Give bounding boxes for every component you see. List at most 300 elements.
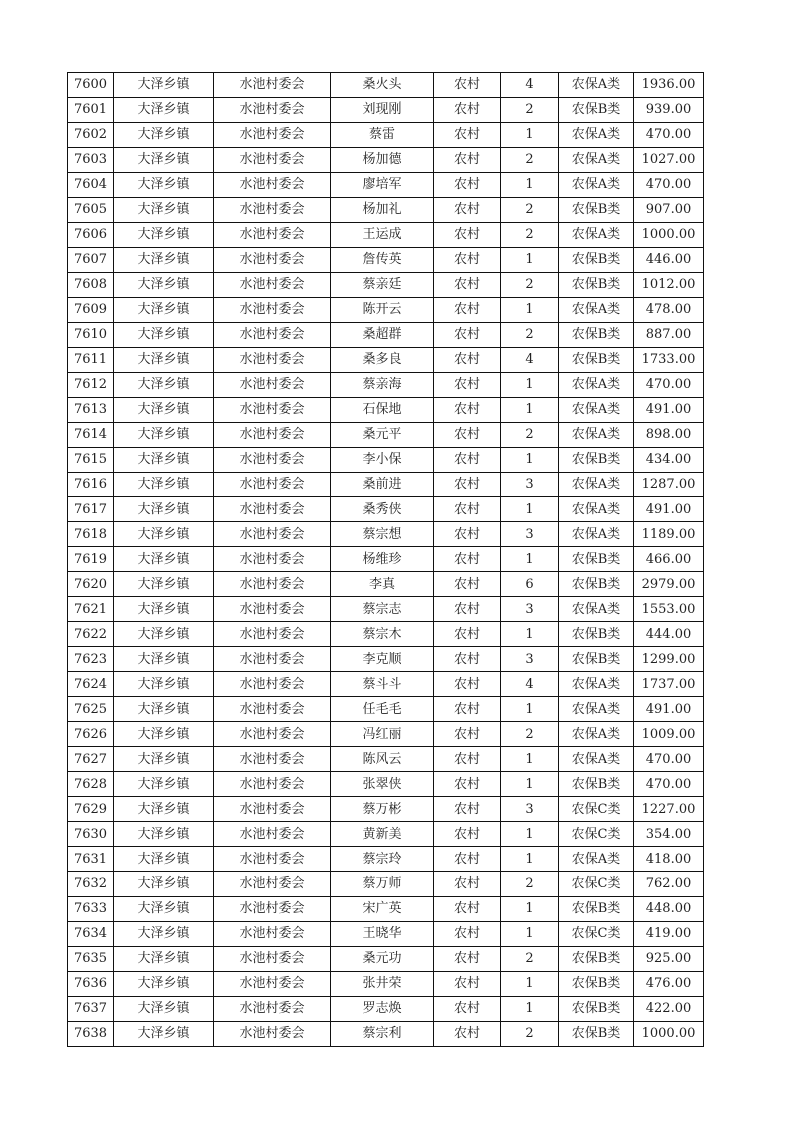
cell-name: 冯红丽 [331,722,434,747]
cell-area: 农村 [434,147,501,172]
cell-town: 大泽乡镇 [114,497,214,522]
table-row [68,422,704,447]
cell-amount: 444.00 [634,622,704,647]
cell-village: 水池村委会 [214,647,331,672]
cell-category: 农保B类 [559,197,634,222]
cell-village: 水池村委会 [214,372,331,397]
table-row [68,1021,704,1046]
cell-amount: 478.00 [634,297,704,322]
cell-id: 7616 [68,472,114,497]
cell-name: 桑元平 [331,422,434,447]
cell-village: 水池村委会 [214,172,331,197]
cell-id: 7607 [68,247,114,272]
cell-category: 农保A类 [559,172,634,197]
table-row [68,896,704,921]
cell-name: 杨维珍 [331,547,434,572]
cell-name: 李克顺 [331,647,434,672]
table-row [68,772,704,797]
cell-town: 大泽乡镇 [114,347,214,372]
cell-area: 农村 [434,772,501,797]
cell-members: 1 [501,547,559,572]
cell-name: 任毛毛 [331,697,434,722]
cell-amount: 491.00 [634,397,704,422]
cell-members: 3 [501,522,559,547]
cell-category: 农保A类 [559,122,634,147]
cell-amount: 1733.00 [634,347,704,372]
cell-village: 水池村委会 [214,222,331,247]
table-row [68,122,704,147]
cell-area: 农村 [434,847,501,872]
cell-town: 大泽乡镇 [114,1021,214,1046]
cell-id: 7628 [68,772,114,797]
cell-category: 农保A类 [559,222,634,247]
cell-name: 石保地 [331,397,434,422]
cell-town: 大泽乡镇 [114,73,214,98]
cell-amount: 470.00 [634,772,704,797]
cell-id: 7627 [68,747,114,772]
cell-name: 罗志焕 [331,996,434,1021]
cell-amount: 446.00 [634,247,704,272]
cell-name: 黄新美 [331,822,434,847]
cell-category: 农保B类 [559,946,634,971]
cell-id: 7631 [68,847,114,872]
cell-village: 水池村委会 [214,197,331,222]
cell-id: 7621 [68,597,114,622]
cell-name: 宋广英 [331,896,434,921]
table-row [68,372,704,397]
cell-area: 农村 [434,747,501,772]
cell-area: 农村 [434,97,501,122]
cell-amount: 1000.00 [634,222,704,247]
cell-amount: 762.00 [634,872,704,897]
cell-area: 农村 [434,472,501,497]
cell-category: 农保A类 [559,372,634,397]
cell-town: 大泽乡镇 [114,572,214,597]
cell-area: 农村 [434,247,501,272]
cell-area: 农村 [434,397,501,422]
cell-members: 2 [501,1021,559,1046]
cell-name: 李真 [331,572,434,597]
cell-village: 水池村委会 [214,697,331,722]
cell-town: 大泽乡镇 [114,921,214,946]
cell-village: 水池村委会 [214,73,331,98]
cell-category: 农保A类 [559,847,634,872]
cell-village: 水池村委会 [214,447,331,472]
cell-area: 农村 [434,497,501,522]
cell-area: 农村 [434,122,501,147]
cell-town: 大泽乡镇 [114,622,214,647]
cell-name: 张井荣 [331,971,434,996]
table-row [68,73,704,98]
cell-area: 农村 [434,572,501,597]
cell-category: 农保A类 [559,747,634,772]
cell-name: 刘现刚 [331,97,434,122]
cell-town: 大泽乡镇 [114,397,214,422]
cell-id: 7632 [68,872,114,897]
cell-area: 农村 [434,971,501,996]
cell-town: 大泽乡镇 [114,747,214,772]
table-row [68,672,704,697]
cell-village: 水池村委会 [214,597,331,622]
cell-name: 陈风云 [331,747,434,772]
cell-amount: 419.00 [634,921,704,946]
cell-name: 蔡雷 [331,122,434,147]
cell-town: 大泽乡镇 [114,297,214,322]
cell-area: 农村 [434,272,501,297]
cell-members: 4 [501,347,559,372]
cell-category: 农保B类 [559,347,634,372]
cell-id: 7611 [68,347,114,372]
cell-members: 1 [501,297,559,322]
cell-area: 农村 [434,522,501,547]
cell-town: 大泽乡镇 [114,847,214,872]
cell-town: 大泽乡镇 [114,447,214,472]
cell-amount: 1027.00 [634,147,704,172]
cell-id: 7604 [68,172,114,197]
cell-id: 7602 [68,122,114,147]
cell-category: 农保B类 [559,247,634,272]
beneficiary-table [67,72,704,1047]
cell-members: 1 [501,247,559,272]
cell-village: 水池村委会 [214,347,331,372]
cell-category: 农保C类 [559,921,634,946]
cell-members: 3 [501,647,559,672]
cell-id: 7638 [68,1021,114,1046]
cell-name: 蔡亲海 [331,372,434,397]
cell-area: 农村 [434,447,501,472]
cell-members: 3 [501,597,559,622]
cell-town: 大泽乡镇 [114,322,214,347]
cell-town: 大泽乡镇 [114,697,214,722]
cell-id: 7600 [68,73,114,98]
cell-town: 大泽乡镇 [114,422,214,447]
cell-id: 7618 [68,522,114,547]
cell-village: 水池村委会 [214,97,331,122]
cell-name: 蔡宗想 [331,522,434,547]
table-row [68,996,704,1021]
cell-village: 水池村委会 [214,996,331,1021]
table-row [68,172,704,197]
cell-amount: 1012.00 [634,272,704,297]
cell-amount: 418.00 [634,847,704,872]
cell-members: 1 [501,697,559,722]
cell-name: 王运成 [331,222,434,247]
cell-town: 大泽乡镇 [114,872,214,897]
cell-town: 大泽乡镇 [114,172,214,197]
cell-name: 桑元功 [331,946,434,971]
cell-town: 大泽乡镇 [114,547,214,572]
cell-village: 水池村委会 [214,547,331,572]
cell-amount: 466.00 [634,547,704,572]
cell-name: 蔡万师 [331,872,434,897]
table-row [68,97,704,122]
cell-category: 农保A类 [559,722,634,747]
cell-name: 蔡宗利 [331,1021,434,1046]
cell-amount: 2979.00 [634,572,704,597]
table-body [68,73,704,1047]
cell-category: 农保A类 [559,697,634,722]
cell-category: 农保A类 [559,422,634,447]
table-row [68,397,704,422]
cell-members: 1 [501,172,559,197]
cell-id: 7622 [68,622,114,647]
cell-category: 农保A类 [559,147,634,172]
cell-members: 2 [501,147,559,172]
cell-members: 1 [501,772,559,797]
cell-village: 水池村委会 [214,672,331,697]
cell-area: 农村 [434,422,501,447]
cell-id: 7633 [68,896,114,921]
cell-category: 农保B类 [559,971,634,996]
cell-name: 桑多良 [331,347,434,372]
table-row [68,297,704,322]
cell-area: 农村 [434,722,501,747]
table-row [68,197,704,222]
cell-name: 李小保 [331,447,434,472]
cell-amount: 491.00 [634,497,704,522]
cell-id: 7635 [68,946,114,971]
cell-amount: 907.00 [634,197,704,222]
table-row [68,921,704,946]
cell-category: 农保B类 [559,272,634,297]
cell-id: 7624 [68,672,114,697]
cell-amount: 1009.00 [634,722,704,747]
cell-village: 水池村委会 [214,147,331,172]
cell-members: 2 [501,722,559,747]
cell-area: 农村 [434,822,501,847]
table-row [68,572,704,597]
cell-area: 农村 [434,73,501,98]
cell-members: 1 [501,372,559,397]
table-row [68,747,704,772]
cell-area: 农村 [434,921,501,946]
cell-village: 水池村委会 [214,322,331,347]
cell-village: 水池村委会 [214,122,331,147]
cell-amount: 1553.00 [634,597,704,622]
cell-area: 农村 [434,347,501,372]
cell-members: 2 [501,222,559,247]
cell-id: 7608 [68,272,114,297]
cell-amount: 476.00 [634,971,704,996]
cell-members: 2 [501,97,559,122]
cell-id: 7629 [68,797,114,822]
cell-id: 7617 [68,497,114,522]
cell-village: 水池村委会 [214,722,331,747]
cell-town: 大泽乡镇 [114,722,214,747]
cell-name: 陈开云 [331,297,434,322]
cell-area: 农村 [434,647,501,672]
table-row [68,797,704,822]
cell-village: 水池村委会 [214,747,331,772]
table-row [68,971,704,996]
cell-town: 大泽乡镇 [114,797,214,822]
table-row [68,472,704,497]
cell-name: 桑秀侠 [331,497,434,522]
table-row [68,322,704,347]
cell-amount: 1227.00 [634,797,704,822]
cell-id: 7619 [68,547,114,572]
cell-village: 水池村委会 [214,522,331,547]
cell-village: 水池村委会 [214,497,331,522]
cell-village: 水池村委会 [214,397,331,422]
cell-amount: 1737.00 [634,672,704,697]
cell-name: 蔡宗玲 [331,847,434,872]
cell-area: 农村 [434,597,501,622]
cell-id: 7601 [68,97,114,122]
cell-category: 农保B类 [559,322,634,347]
cell-area: 农村 [434,1021,501,1046]
cell-town: 大泽乡镇 [114,247,214,272]
cell-village: 水池村委会 [214,247,331,272]
cell-name: 詹传英 [331,247,434,272]
cell-members: 1 [501,921,559,946]
cell-village: 水池村委会 [214,1021,331,1046]
cell-id: 7615 [68,447,114,472]
cell-id: 7606 [68,222,114,247]
table-row [68,847,704,872]
cell-category: 农保B类 [559,97,634,122]
table-row [68,647,704,672]
cell-amount: 434.00 [634,447,704,472]
cell-amount: 1287.00 [634,472,704,497]
cell-town: 大泽乡镇 [114,597,214,622]
cell-members: 2 [501,946,559,971]
cell-town: 大泽乡镇 [114,522,214,547]
cell-name: 桑超群 [331,322,434,347]
cell-name: 蔡宗木 [331,622,434,647]
cell-members: 1 [501,996,559,1021]
cell-name: 蔡万彬 [331,797,434,822]
table-row [68,622,704,647]
cell-area: 农村 [434,672,501,697]
cell-members: 4 [501,672,559,697]
cell-area: 农村 [434,197,501,222]
cell-village: 水池村委会 [214,572,331,597]
cell-amount: 470.00 [634,372,704,397]
cell-category: 农保B类 [559,896,634,921]
cell-name: 杨加礼 [331,197,434,222]
cell-town: 大泽乡镇 [114,222,214,247]
table-row [68,497,704,522]
cell-members: 1 [501,896,559,921]
cell-area: 农村 [434,322,501,347]
table-row [68,247,704,272]
cell-amount: 1299.00 [634,647,704,672]
cell-town: 大泽乡镇 [114,896,214,921]
cell-area: 农村 [434,222,501,247]
table-row [68,272,704,297]
cell-village: 水池村委会 [214,622,331,647]
cell-amount: 1000.00 [634,1021,704,1046]
cell-members: 4 [501,73,559,98]
cell-members: 2 [501,322,559,347]
cell-members: 2 [501,197,559,222]
table-row [68,222,704,247]
cell-members: 1 [501,622,559,647]
table-row [68,147,704,172]
cell-category: 农保C类 [559,797,634,822]
table-row [68,822,704,847]
cell-town: 大泽乡镇 [114,946,214,971]
cell-members: 1 [501,497,559,522]
cell-village: 水池村委会 [214,797,331,822]
cell-amount: 939.00 [634,97,704,122]
cell-village: 水池村委会 [214,896,331,921]
cell-category: 农保B类 [559,996,634,1021]
cell-village: 水池村委会 [214,921,331,946]
cell-members: 2 [501,422,559,447]
cell-members: 1 [501,122,559,147]
cell-town: 大泽乡镇 [114,971,214,996]
cell-town: 大泽乡镇 [114,372,214,397]
cell-category: 农保A类 [559,522,634,547]
table-row [68,522,704,547]
cell-village: 水池村委会 [214,872,331,897]
cell-area: 农村 [434,996,501,1021]
cell-name: 蔡亲廷 [331,272,434,297]
cell-name: 桑火头 [331,73,434,98]
cell-name: 杨加德 [331,147,434,172]
cell-category: 农保A类 [559,497,634,522]
cell-town: 大泽乡镇 [114,147,214,172]
cell-village: 水池村委会 [214,272,331,297]
cell-area: 农村 [434,872,501,897]
cell-village: 水池村委会 [214,772,331,797]
cell-category: 农保A类 [559,397,634,422]
cell-category: 农保B类 [559,647,634,672]
cell-id: 7625 [68,697,114,722]
cell-amount: 354.00 [634,822,704,847]
cell-id: 7605 [68,197,114,222]
cell-id: 7613 [68,397,114,422]
cell-town: 大泽乡镇 [114,97,214,122]
cell-category: 农保B类 [559,622,634,647]
cell-id: 7626 [68,722,114,747]
cell-town: 大泽乡镇 [114,996,214,1021]
cell-name: 蔡宗志 [331,597,434,622]
cell-category: 农保A类 [559,73,634,98]
table-row [68,722,704,747]
cell-name: 廖培军 [331,172,434,197]
cell-category: 农保B类 [559,447,634,472]
cell-id: 7630 [68,822,114,847]
cell-town: 大泽乡镇 [114,197,214,222]
cell-id: 7636 [68,971,114,996]
cell-village: 水池村委会 [214,422,331,447]
cell-village: 水池村委会 [214,822,331,847]
cell-category: 农保B类 [559,1021,634,1046]
cell-members: 1 [501,747,559,772]
table-row [68,597,704,622]
cell-amount: 1189.00 [634,522,704,547]
cell-category: 农保A类 [559,672,634,697]
table-row [68,347,704,372]
cell-category: 农保B类 [559,547,634,572]
cell-name: 蔡斗斗 [331,672,434,697]
table-row [68,946,704,971]
cell-members: 3 [501,797,559,822]
cell-category: 农保B类 [559,572,634,597]
cell-area: 农村 [434,547,501,572]
cell-id: 7603 [68,147,114,172]
cell-area: 农村 [434,896,501,921]
cell-id: 7610 [68,322,114,347]
cell-amount: 470.00 [634,122,704,147]
cell-category: 农保B类 [559,772,634,797]
table-row [68,697,704,722]
cell-members: 1 [501,971,559,996]
cell-id: 7609 [68,297,114,322]
